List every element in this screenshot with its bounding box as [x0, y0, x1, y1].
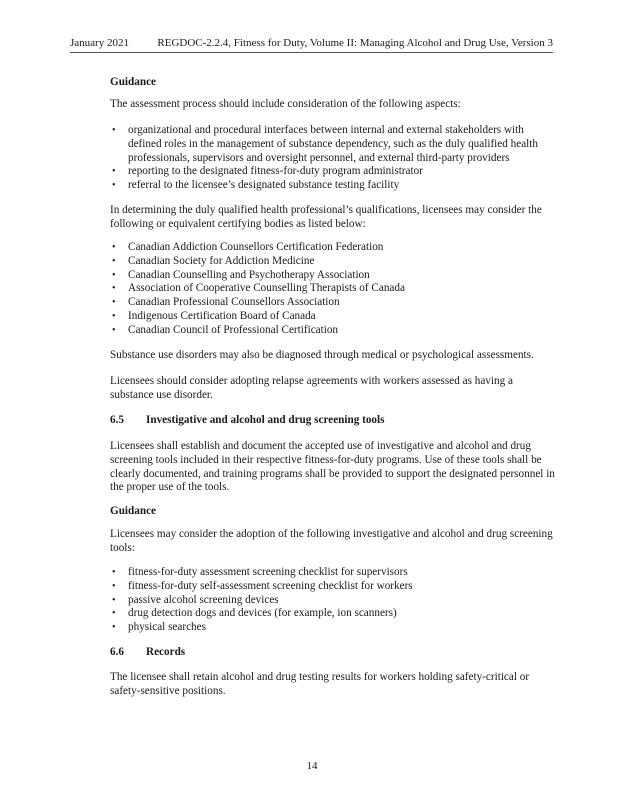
- assessment-intro: The assessment process should include consideration of the following aspects:: [110, 98, 461, 110]
- list-item: • physical searches: [110, 621, 555, 635]
- section-6-6-body: The licensee shall retain alcohol and drug testing results for workers holding safety-critical or safety-sensitive positions.: [110, 671, 530, 697]
- qualifications-intro: In determining the duly qualified health professional’s qualifications, licensees may consider the following or equivalent certifying bodies as listed below:: [110, 204, 542, 230]
- section-title: Records: [146, 646, 186, 658]
- list-item: • Canadian Addiction Counsellors Certification Federation: [110, 241, 555, 255]
- section-title: Investigative and alcohol and drug screening tools: [146, 414, 385, 426]
- list-item: • reporting to the designated fitness-for-duty program administrator: [110, 165, 555, 179]
- list-item: • Canadian Counselling and Psychotherapy Association: [110, 269, 555, 283]
- section-number: 6.5: [110, 414, 124, 426]
- list-item: • Indigenous Certification Board of Canada: [110, 310, 555, 324]
- tools-intro: Licensees may consider the adoption of the following investigative and alcohol and drug screening tools:: [110, 528, 553, 554]
- screening-tools-list: [110, 566, 555, 635]
- list-item: • Association of Cooperative Counselling Therapists of Canada: [110, 282, 555, 296]
- header-title: REGDOC-2.2.4, Fitness for Duty, Volume II: Managing Alcohol and Drug Use, Version 3: [157, 37, 553, 49]
- list-item: • fitness-for-duty assessment screening checklist for supervisors: [110, 566, 555, 580]
- header-date: January 2021: [70, 37, 129, 49]
- diagnosis-paragraph: Substance use disorders may also be diagnosed through medical or psychological assessments.: [110, 349, 534, 361]
- list-item: • drug detection dogs and devices (for example, ion scanners): [110, 607, 555, 621]
- relapse-paragraph: Licensees should consider adopting relapse agreements with workers assessed as having a substance use disorder.: [110, 375, 513, 401]
- list-item: • passive alcohol screening devices: [110, 594, 555, 608]
- page-number: 14: [306, 760, 318, 772]
- list-item: • referral to the licensee’s designated substance testing facility: [110, 179, 555, 193]
- list-item: • organizational and procedural interfaces between internal and external stakeholders with defined roles in the management of substance dependency, such as the duly qualified health professionals, supervisors and oversight personnel, and external third-party providers: [110, 124, 555, 165]
- section-6-5-body: Licensees shall establish and document the accepted use of investigative and alcohol and drug screening tools included in their respective fitness-for-duty programs. Use of these tools shall be clearly documented, and training programs shall be provided to support the designated personnel in the proper use of the tools.: [110, 440, 555, 494]
- list-item: • Canadian Professional Counsellors Association: [110, 296, 555, 310]
- section-number: 6.6: [110, 646, 124, 658]
- aspects-list: [110, 124, 555, 193]
- list-item: • fitness-for-duty self-assessment screening checklist for workers: [110, 580, 555, 594]
- list-item: • Canadian Society for Addiction Medicine: [110, 255, 555, 269]
- list-item: • Canadian Council of Professional Certification: [110, 324, 555, 338]
- guidance-heading: Guidance: [110, 76, 157, 88]
- guidance-heading: Guidance: [110, 505, 157, 517]
- section-6-5-heading: [110, 414, 555, 428]
- certifying-bodies-list: [110, 241, 555, 338]
- section-6-6-heading: [110, 646, 555, 660]
- page-header: [70, 37, 553, 53]
